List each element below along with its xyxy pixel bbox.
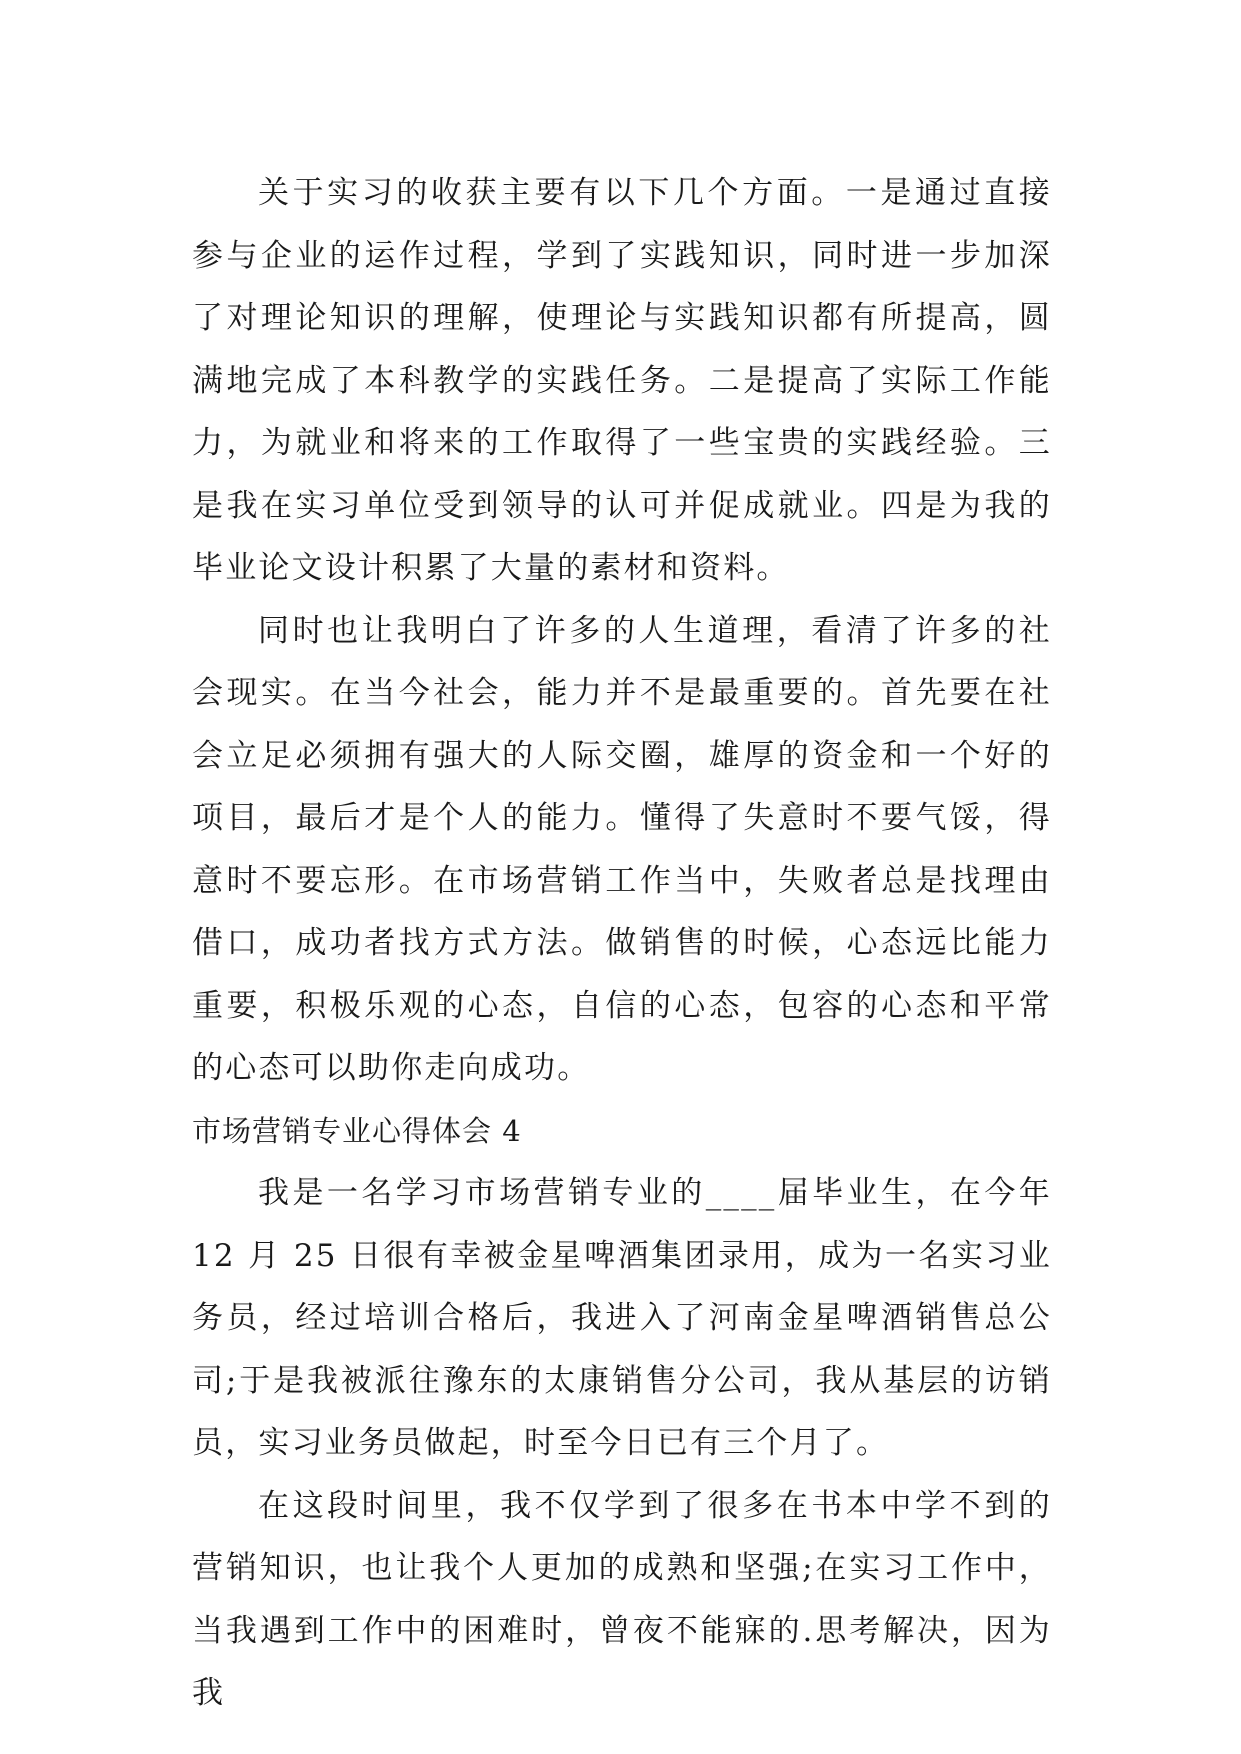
paragraph-life-lessons: 同时也让我明白了许多的人生道理，看清了许多的社会现实。在当今社会，能力并不是最重要的。首先要在社会立足必须拥有强大的人际交圈，雄厚的资金和一个好的项目，最后才是个人的能力。懂得了失意时不要气馁，得意时不要忘形。在市场营销工作当中，失败者总是找理由借口，成功者找方式方法。做销售的时候，心态远比能力重要，积极乐观的心态，自信的心态，包容的心态和平常的心态可以助你走向成功。 <box>192 612 1052 1086</box>
paragraph-experience: 在这段时间里，我不仅学到了很多在书本中学不到的营销知识，也让我个人更加的成熟和坚强;在实习工作中，当我遇到工作中的困难时，曾夜不能寐的.思考解决，因为我 <box>192 1487 1052 1711</box>
paragraph-internship-gains: 关于实习的收获主要有以下几个方面。一是通过直接参与企业的运作过程，学到了实践知识，同时进一步加深了对理论知识的理解，使理论与实践知识都有所提高，圆满地完成了本科教学的实践任务。二是提高了实际工作能力，为就业和将来的工作取得了一些宝贵的实践经验。三是我在实习单位受到领导的认可并促成就业。四是为我的毕业论文设计积累了大量的素材和资料。 <box>192 175 1052 586</box>
section-title: 市场营销专业心得体会 4 <box>192 1113 522 1148</box>
paragraph-introduction: 我是一名学习市场营销专业的____届毕业生，在今年 12 月 25 日很有幸被金星啤酒集团录用，成为一名实习业务员，经过培训合格后，我进入了河南金星啤酒销售总公司;于是我被派往豫东的太康销售分公司，我从基层的访销员，实习业务员做起，时至今日已有三个月了。 <box>192 1175 1052 1461</box>
document-body <box>192 162 1052 1725</box>
